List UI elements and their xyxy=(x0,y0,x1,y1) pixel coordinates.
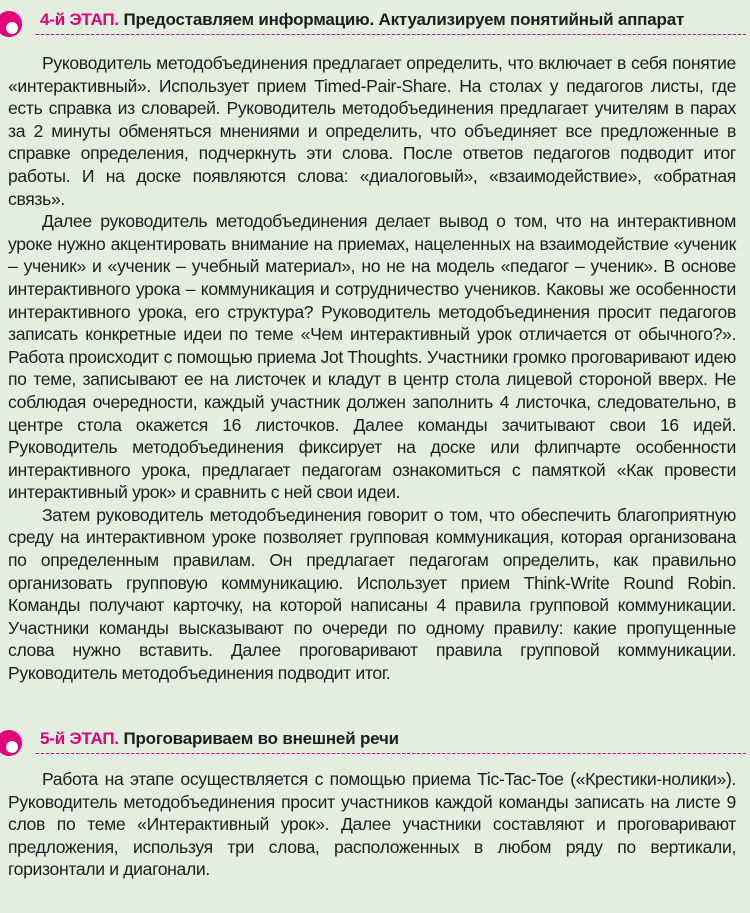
stage4-heading xyxy=(0,7,750,37)
stage5-divider xyxy=(36,753,746,754)
stage4-paragraph-3: Затем руководитель методобъединения говорит о том, что обеспечить благоприятную среду на интерактивном уроке позволяет групповая коммуникация, которая организована по определенным правилам. Он предлагает педагогам определить, как правильно организовать групповую коммуникацию. Использует прием Think-Write Round Robin. Команды получают карточку, на которой написаны 4 правила групповой коммуникации. Участники команды высказывают по очереди по одному правилу: какие пропущенные слова нужно вставить. Далее проговаривают правила групповой коммуникации. Руководитель методобъединения подводит итог. xyxy=(8,504,736,684)
stage5-heading xyxy=(0,726,750,756)
stage4-divider xyxy=(36,34,746,35)
stage4-title: Предоставляем информацию. Актуализируем понятийный аппарат xyxy=(123,10,685,29)
stage4-title-line xyxy=(40,10,684,30)
circle-bullet-icon xyxy=(0,7,30,37)
stage5-number: 5-й ЭТАП. xyxy=(40,729,119,748)
stage4-number: 4-й ЭТАП. xyxy=(40,10,119,29)
stage4-paragraph-2: Далее руководитель методобъединения делает вывод о том, что на интерактивном уроке нужно акцентировать внимание на приемах, нацеленных на взаимодействие «ученик – ученик» и «ученик – учебный материал», но не на модель «педагог – ученик». В основе интерактивного урока – коммуникация и сотрудничество учеников. Каковы же особенности интерактивного урока, его структура? Руководитель методобъединения просит педагогов записать конкретные идеи по теме «Чем интерактивный урок отличается от обычного?». Работа происходит с помощью приема Jot Thoughts. Участники громко проговаривают идею по теме, записывают ее на листочек и кладут в центр стола лицевой стороной вверх. Не соблюдая очередности, каждый участник должен заполнить 4 листочка, следовательно, в центре стола окажется 16 листочков. Далее команды зачитывают свои 16 идей. Руководитель методобъединения фиксирует на доске или флипчарте особенности интерактивного урока, предлагает педагогам ознакомиться с памяткой «Как провести интерактивный урок» и сравнить с ней свои идеи. xyxy=(8,211,736,503)
stage5-title-line xyxy=(40,729,399,749)
stage5-title: Проговариваем во внешней речи xyxy=(123,729,399,748)
circle-bullet-icon xyxy=(0,726,30,756)
stage4-paragraph-1: Руководитель методобъединения предлагает определить, что включает в себя понятие «интерактивный». Использует прием Timed-Pair-Share. На столах у педагогов листы, где есть справка из словарей. Руководитель методобъединения предлагает учителям в парах за 2 минуты обменяться мнениями и определить, что объединяет все предложенные в справке определения, подчеркнуть эти слова. После ответов педагогов подводит итог работы. И на доске появляются слова: «диалоговый», «взаимодействие», «обратная связь». xyxy=(8,53,736,209)
stage5-paragraph-1: Работа на этапе осуществляется с помощью приема Tic-Tac-Toe («Крестики-нолики»). Руководитель методобъединения просит участников каждой команды записать на листе 9 слов по теме «Интерактивный урок». Далее участники составляют и проговаривают предложения, используя три слова, расположенных в любом ряду по вертикали, горизонтали и диагонали. xyxy=(8,769,736,880)
stage4-body xyxy=(8,52,736,685)
stage5-body xyxy=(8,768,736,881)
